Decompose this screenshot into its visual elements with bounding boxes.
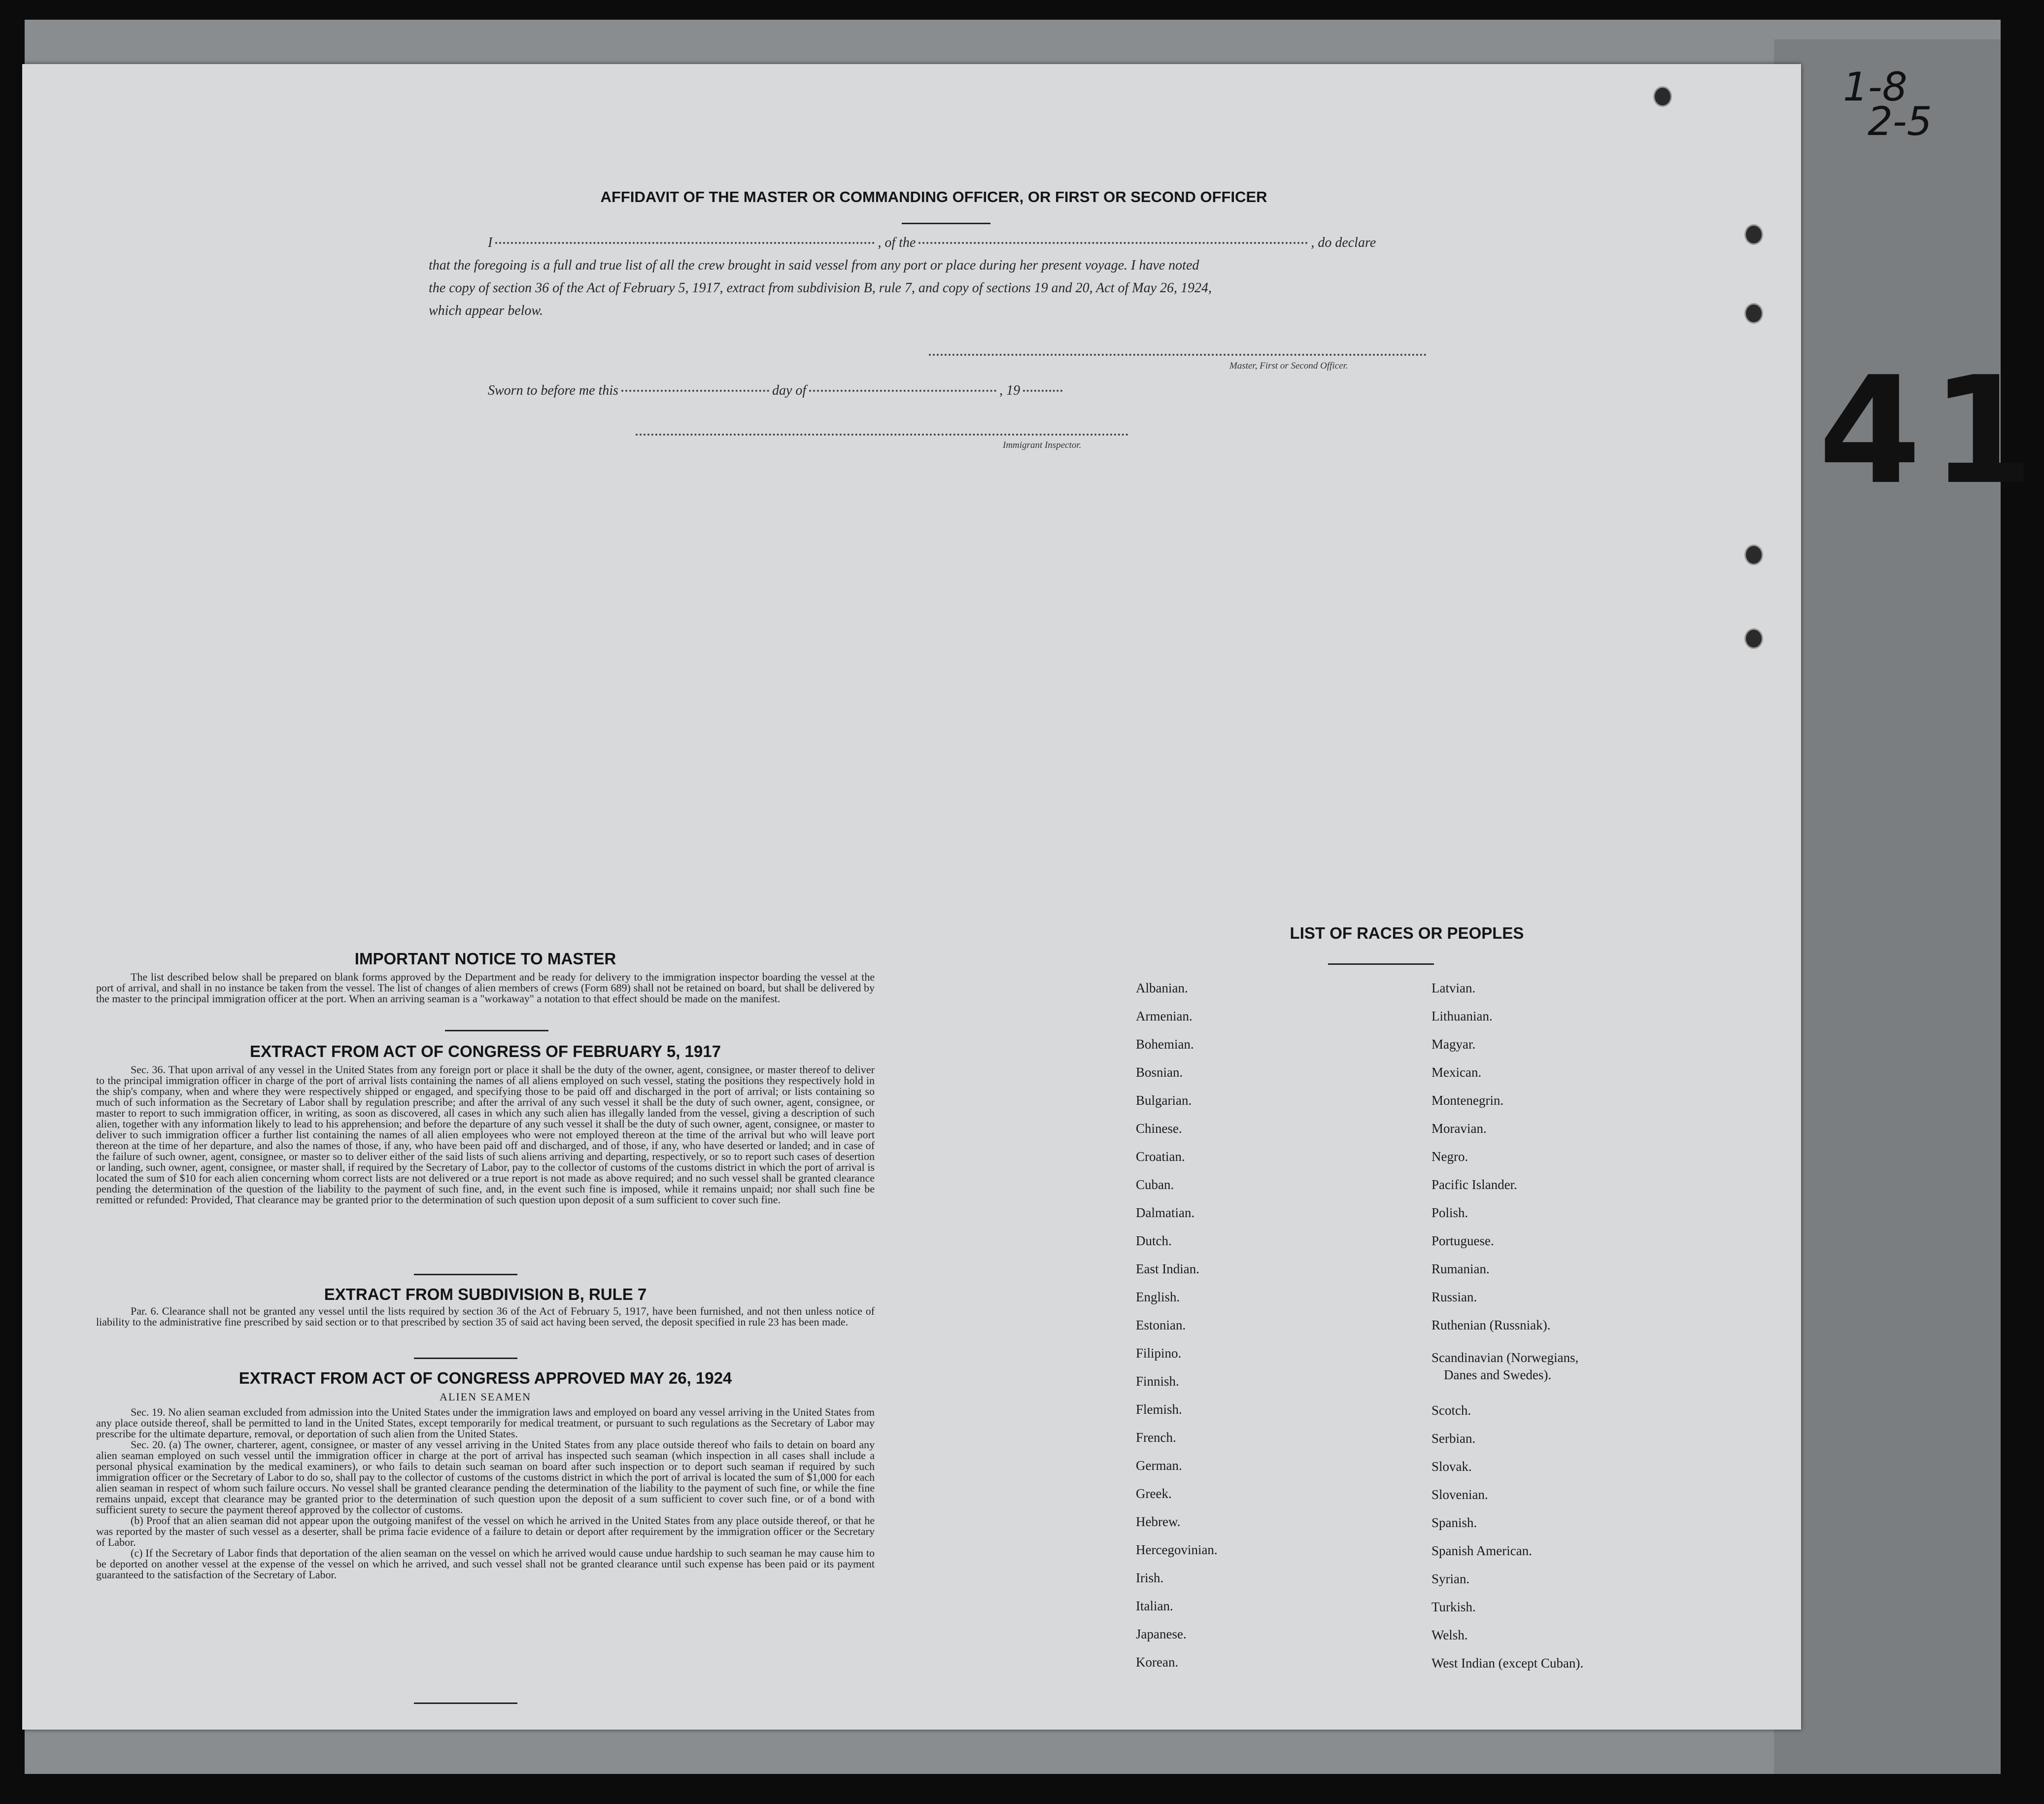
affidavit-title: AFFIDAVIT OF THE MASTER OR COMMANDING OFFICER, OR FIRST OR SECOND OFFICER (600, 188, 1267, 205)
race-item: Slovak. (1431, 1459, 1472, 1474)
year-text: , 19 (999, 383, 1021, 398)
race-item: Flemish. (1136, 1402, 1182, 1417)
race-item: Spanish American. (1431, 1543, 1532, 1558)
sworn-text: Sworn to before me this (488, 383, 618, 398)
par-6-paragraph: Par. 6. Clearance shall not be granted any vessel until the lists required by section 36 of the Act of February 5, 1917, have been furnished, and not then unless notice of liability to the administrative fine prescribed by said section or to that prescribed by section 35 of said act having been served, the deposit specified in rule 23 has been made. (96, 1305, 875, 1328)
race-item: Korean. (1136, 1655, 1179, 1669)
race-item: Turkish. (1431, 1600, 1476, 1614)
sworn-month-blank (809, 390, 996, 392)
sec-20a-paragraph: Sec. 20. (a) The owner, charterer, agent, consignee, or master of any vessel arriving in the United States from any place outside thereof who fails to detain on board any alien seaman employed on such vessel until the immigration officer in charge at the port of arrival has inspected such seaman (which inspection in all cases shall include a personal physical examination by the medical examiners), or who fails to detain such seaman on board after such inspection or to deport such seaman if required by such immigration officer or the Secretary of Labor to do so, shall pay to the collector of customs of the customs district in which the port of arrival is located the sum of $1,000 for each alien seaman in respect of whom such failure occurs. No vessel shall be granted clearance pending the determination of the liability to the payment of such fine, or while the fine remains unpaid, except that clearance may be granted prior to the determination of such question upon the deposit of a sum sufficient to cover such fine, or of a bond with sufficient surety to secure the payment thereof approved by the collector of customs. (96, 1438, 875, 1516)
race-item: Serbian. (1431, 1431, 1476, 1446)
race-item: Scotch. (1431, 1403, 1471, 1418)
extract-1917-body (96, 1064, 875, 1205)
races-title-rule (1328, 963, 1434, 965)
sworn-line (488, 379, 1065, 402)
race-item: Pacific Islander. (1431, 1177, 1517, 1192)
section-36-paragraph: Sec. 36. That upon arrival of any vessel in the United States from any foreign port or place it shall be the duty of the owner, agent, consignee, or master thereof to deliver to the principal immigration officer in charge of the port of arrival lists containing the names of all aliens employed on such vessel, stating the positions they respectively hold in the ship's company, when and where they were respectively shipped or engaged, and specifying those to be paid off and discharged in the port of arrival; or lists containing so much of such information as the Secretary of Labor shall by regulation prescribe; and after the arrival of any such vessel it shall be the duty of such owner, agent, consignee, or master to report to such immigration officer, in writing, as soon as discovered, all cases in which any such alien has illegally landed from the vessel, giving a description of such alien, together with any information likely to lead to his apprehension; and before the departure of any such vessel it shall be the duty of such owner, agent, consignee, or master to deliver to such immigration officer a further list containing the names of all alien employees who were not employed thereon at the time of the arrival but who will leave port thereon at the time of her departure, and also the names of those, if any, who have been paid off and discharged, and of those, if any, who have deserted or landed; and in case of the failure of such owner, agent, consignee, or master so to deliver either of the said lists of such aliens arriving and departing, respectively, or so to report such cases of desertion or landing, such owner, agent, consignee, or master shall, if required by the Secretary of Labor, pay to the collector of customs of the customs district in which the port of arrival is located the sum of $10 for each alien concerning whom correct lists are not delivered or a true report is not made as above required; and no such vessel shall be granted clearance pending the determination of the question of the liability to the payment of such fine, and, in the event such fine is imposed, while it remains unpaid; nor shall such fine be remitted or refunded: Provided, That clearance may be granted prior to the determination of such question upon deposit of a sum sufficient to cover such fine. (96, 1063, 875, 1206)
backing-sheet-edge (1774, 39, 2001, 1774)
race-item: French. (1136, 1430, 1176, 1445)
race-item: German. (1136, 1458, 1182, 1473)
race-item: Hebrew. (1136, 1514, 1181, 1529)
extract-1924-title: EXTRACT FROM ACT OF CONGRESS APPROVED MAY 26, 1924 (238, 1369, 732, 1387)
race-item: Estonian. (1136, 1318, 1186, 1332)
race-item: Scandinavian (Norwegians, (1431, 1350, 1579, 1365)
affidavit-line-2: that the foregoing is a full and true list of all the crew brought in said vessel from any port or place during her present voyage. I have noted (429, 258, 1199, 273)
race-item: Croatian. (1136, 1149, 1185, 1164)
affidavit-of-the: , of the (878, 235, 916, 250)
race-item: Bosnian. (1136, 1065, 1183, 1080)
notice-title: IMPORTANT NOTICE TO MASTER (354, 950, 616, 968)
affidavit-line-4: which appear below. (429, 303, 544, 318)
race-item: Cuban. (1136, 1177, 1174, 1192)
race-item: Lithuanian. (1431, 1009, 1493, 1023)
sec-20b-paragraph: (b) Proof that an alien seaman did not appear upon the outgoing manifest of the vessel on which he arrived in the United States from any place outside thereof, or that he was reported by the master of such vessel as a deserter, shall be prima facie evidence of a failure to detain or deport after requirement by the immigration officer or the Secretary of Labor. (96, 1514, 875, 1548)
section-divider (414, 1702, 517, 1704)
master-signature-caption: Master, First or Second Officer. (1229, 361, 1348, 371)
vessel-blank-line (919, 242, 1308, 244)
race-item: Spanish. (1431, 1515, 1477, 1530)
race-item: Russian. (1431, 1290, 1477, 1304)
race-item: West Indian (except Cuban). (1431, 1656, 1584, 1670)
race-item: East Indian. (1136, 1261, 1199, 1276)
handwritten-note-top: 1-8 (1843, 64, 1908, 110)
punch-hole (1744, 545, 1763, 565)
affidavit-line-3: the copy of section 36 of the Act of February 5, 1917, extract from subdivision B, rule 7, and copy of sections 19 and 20, Act of May 26, 1924, (429, 280, 1212, 296)
race-item: Portuguese. (1431, 1233, 1494, 1248)
extract-1924-body (96, 1407, 875, 1580)
notice-body (96, 972, 875, 1004)
race-item: Welsh. (1431, 1628, 1468, 1642)
race-item: Bulgarian. (1136, 1093, 1192, 1108)
race-item: Ruthenian (Russniak). (1431, 1318, 1551, 1332)
day-of-text: day of (772, 383, 807, 398)
master-signature-line (929, 354, 1427, 356)
rule-7-body (96, 1306, 875, 1327)
notice-paragraph: The list described below shall be prepared on blank forms approved by the Department and be ready for delivery to the immigration inspector boarding the vessel at the port of arrival, and shall in no instance be taken from the vessel. The list of changes of alien members of crews (Form 689) shall not be retained on board, but shall be delivered by the master to the principal immigration officer at the port. When an arriving seaman is a "workaway" a notation to that effect should be made on the manifest. (96, 971, 875, 1005)
section-divider (414, 1358, 517, 1359)
race-item: Latvian. (1431, 981, 1476, 995)
section-divider (445, 1030, 548, 1031)
sworn-day-blank (621, 390, 769, 392)
race-item: Polish. (1431, 1205, 1468, 1220)
punch-hole (1744, 303, 1763, 324)
race-item: Negro. (1431, 1149, 1468, 1164)
inspector-signature-line (636, 434, 1128, 436)
race-item: Danes and Swedes). (1444, 1367, 1552, 1382)
race-item: Armenian. (1136, 1009, 1192, 1023)
inspector-signature-caption: Immigrant Inspector. (1003, 440, 1082, 450)
sec-20c-paragraph: (c) If the Secretary of Labor finds that deportation of the alien seaman on the vessel on which he arrived would cause undue hardship to such seaman he may cause him to be deported on another vessel at the expense of the vessel on which he arrived, and such vessel shall not be granted clearance until such expense has been paid or its payment guaranteed to the satisfaction of the Secretary of Labor. (96, 1547, 875, 1581)
name-blank-line (495, 242, 875, 244)
race-item: Hercegovinian. (1136, 1542, 1218, 1557)
rule-7-title: EXTRACT FROM SUBDIVISION B, RULE 7 (324, 1285, 647, 1303)
affidavit-do-declare: , do declare (1311, 235, 1376, 250)
handwritten-note-bottom: 2-5 (1868, 99, 1932, 144)
sworn-year-blank (1023, 390, 1062, 392)
race-item: Albanian. (1136, 981, 1188, 995)
affidavit-declaration (429, 232, 1434, 322)
punch-hole (1653, 86, 1672, 107)
race-item: Finnish. (1136, 1374, 1179, 1389)
race-item: Japanese. (1136, 1627, 1187, 1641)
race-item: Italian. (1136, 1599, 1173, 1613)
race-item: English. (1136, 1290, 1180, 1304)
alien-seamen-subtitle: ALIEN SEAMEN (440, 1391, 531, 1403)
race-item: Slovenian. (1431, 1487, 1488, 1502)
sec-19-paragraph: Sec. 19. No alien seaman excluded from admission into the United States under the immigration laws and employed on board any vessel arriving in the United States from any place outside thereof, shall be permitted to land in the United States, except temporarily for medical treatment, or pursuant to such regulations as the Secretary of Labor may prescribe for the ultimate departure, removal, or deportation of such alien from the United States. (96, 1406, 875, 1440)
affidavit-i: I (488, 235, 493, 250)
race-item: Moravian. (1431, 1121, 1487, 1136)
race-item: Montenegrin. (1431, 1093, 1504, 1108)
affidavit-title-rule (902, 223, 990, 224)
race-item: Chinese. (1136, 1121, 1182, 1136)
handwritten-sheet-number: 41 (1818, 345, 2044, 517)
race-item: Irish. (1136, 1570, 1164, 1585)
race-item: Magyar. (1431, 1037, 1476, 1052)
race-item: Mexican. (1431, 1065, 1482, 1080)
race-item: Filipino. (1136, 1346, 1182, 1361)
section-divider (414, 1274, 517, 1275)
race-item: Dutch. (1136, 1233, 1172, 1248)
races-title: LIST OF RACES OR PEOPLES (1290, 924, 1524, 942)
race-item: Rumanian. (1431, 1261, 1490, 1276)
extract-1917-title: EXTRACT FROM ACT OF CONGRESS OF FEBRUARY 5, 1917 (250, 1042, 721, 1060)
punch-hole (1744, 224, 1763, 245)
race-item: Syrian. (1431, 1571, 1470, 1586)
form-page (22, 64, 1801, 1730)
race-item: Bohemian. (1136, 1037, 1194, 1052)
race-item: Dalmatian. (1136, 1205, 1195, 1220)
race-item: Greek. (1136, 1486, 1172, 1501)
punch-hole (1744, 628, 1763, 649)
